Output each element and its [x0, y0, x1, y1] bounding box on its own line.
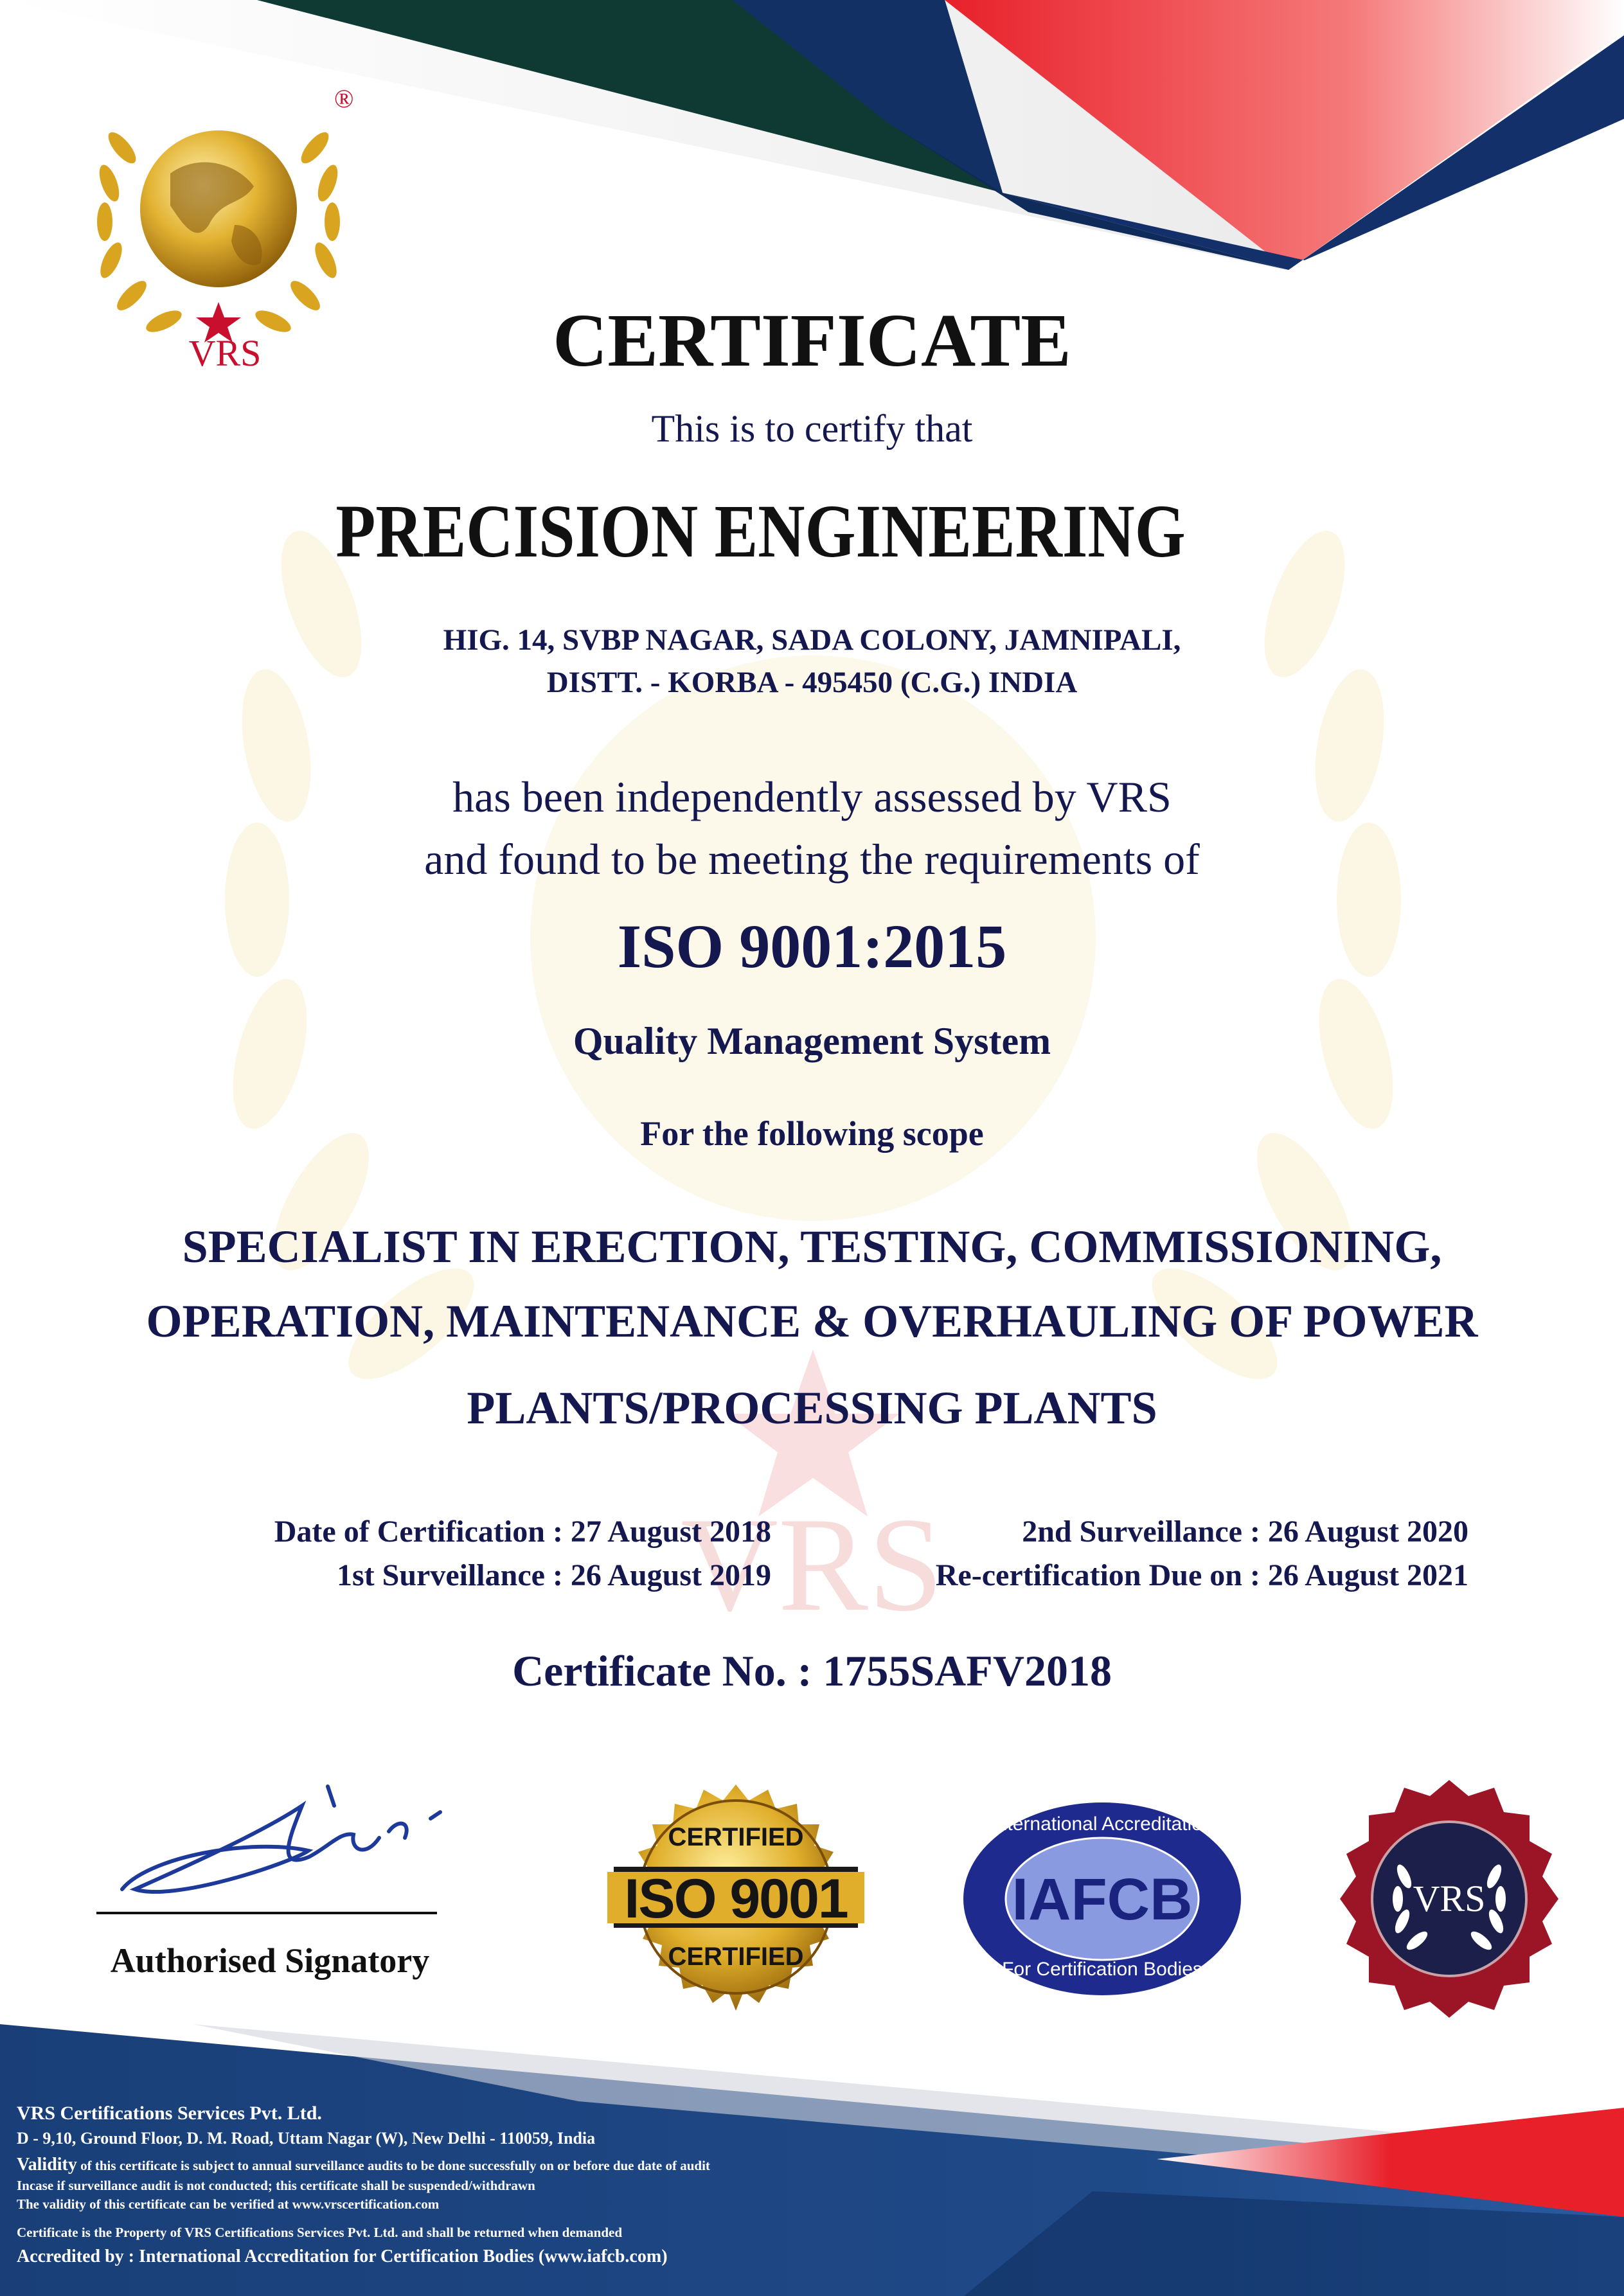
dates-left: [129, 1510, 771, 1597]
iafcb-bottom-text: For Certification Bodies: [1002, 1959, 1202, 1980]
watermark-text: VRS: [681, 1490, 943, 1639]
address-line-1: HIG. 14, SVBP NAGAR, SADA COLONY, JAMNIPALI,: [443, 623, 1181, 657]
iso-seal-main: ISO 9001: [624, 1868, 848, 1930]
scope-intro: For the following scope: [640, 1114, 984, 1153]
address-line-2: DISTT. - KORBA - 495450 (C.G.) INDIA: [546, 666, 1078, 699]
footer-accredited: Accredited by : International Accreditation for Certification Bodies (www.iafcb.com): [17, 2247, 668, 2266]
scope-line-3: PLANTS/PROCESSING PLANTS: [467, 1382, 1157, 1434]
footer-address: D - 9,10, Ground Floor, D. M. Road, Uttam Nagar (W), New Delhi - 110059, India: [17, 2129, 596, 2148]
signature-line: [96, 1912, 437, 1914]
registered-mark: ®: [334, 84, 354, 113]
signature-block: [84, 1709, 469, 2018]
footer-validity-rest: of this certificate is subject to annual surveillance audits to be done successfully on or before due date of audit: [76, 2158, 710, 2173]
scope-line-2: OPERATION, MAINTENANCE & OVERHAULING OF POWER: [146, 1295, 1478, 1347]
certify-intro: This is to certify that: [651, 407, 973, 450]
first-surveillance: 1st Surveillance : 26 August 2019: [336, 1558, 771, 1592]
company-name: PRECISION ENGINEERING: [335, 489, 1186, 573]
footer-company: VRS Certifications Services Pvt. Ltd.: [17, 2103, 322, 2124]
footer-suspension: Incase if surveillance audit is not conducted; this certificate shall be suspended/withdrawn: [17, 2178, 535, 2193]
iso-seal-top: CERTIFIED: [668, 1823, 804, 1851]
certificate-heading: CERTIFICATE: [553, 298, 1071, 382]
footer-verify: The validity of this certificate can be verified at www.vrscertification.com: [17, 2196, 440, 2212]
iafcb-main: IAFCB: [1012, 1867, 1193, 1932]
certificate-number: Certificate No. : 1755SAFV2018: [512, 1646, 1112, 1695]
assessed-line-1: has been independently assessed by VRS: [452, 772, 1172, 821]
signatory-label: Authorised Signatory: [110, 1941, 430, 1980]
second-surveillance: 2nd Surveillance : 26 August 2020: [1022, 1515, 1468, 1549]
scope-line-1: SPECIALIST IN ERECTION, TESTING, COMMISSIONING,: [182, 1221, 1442, 1272]
iso-seal-bottom: CERTIFIED: [668, 1943, 804, 1971]
iso-9001-seal: [607, 1770, 864, 2027]
footer-property: Certificate is the Property of VRS Certifications Services Pvt. Ltd. and shall be returned when demanded: [17, 2225, 622, 2240]
signature-icon: [96, 1761, 456, 1909]
iafcb-top-text: International Accreditation: [991, 1813, 1213, 1835]
vrs-badge-text: VRS: [1413, 1878, 1486, 1919]
iafcb-seal: [961, 1799, 1244, 1998]
iso-standard: ISO 9001:2015: [617, 912, 1007, 981]
logo-text: VRS: [188, 332, 262, 374]
management-system: Quality Management System: [573, 1020, 1051, 1062]
recertification-due: Re-certification Due on : 26 August 2021: [935, 1558, 1468, 1592]
footer-validity: [17, 2155, 710, 2175]
footer-validity-word: Validity: [17, 2155, 77, 2175]
vrs-badge: [1330, 1780, 1568, 2024]
assessed-line-2: and found to be meeting the requirements of: [424, 835, 1200, 884]
date-of-certification: Date of Certification : 27 August 2018: [274, 1515, 771, 1549]
dates-right: [797, 1510, 1468, 1597]
